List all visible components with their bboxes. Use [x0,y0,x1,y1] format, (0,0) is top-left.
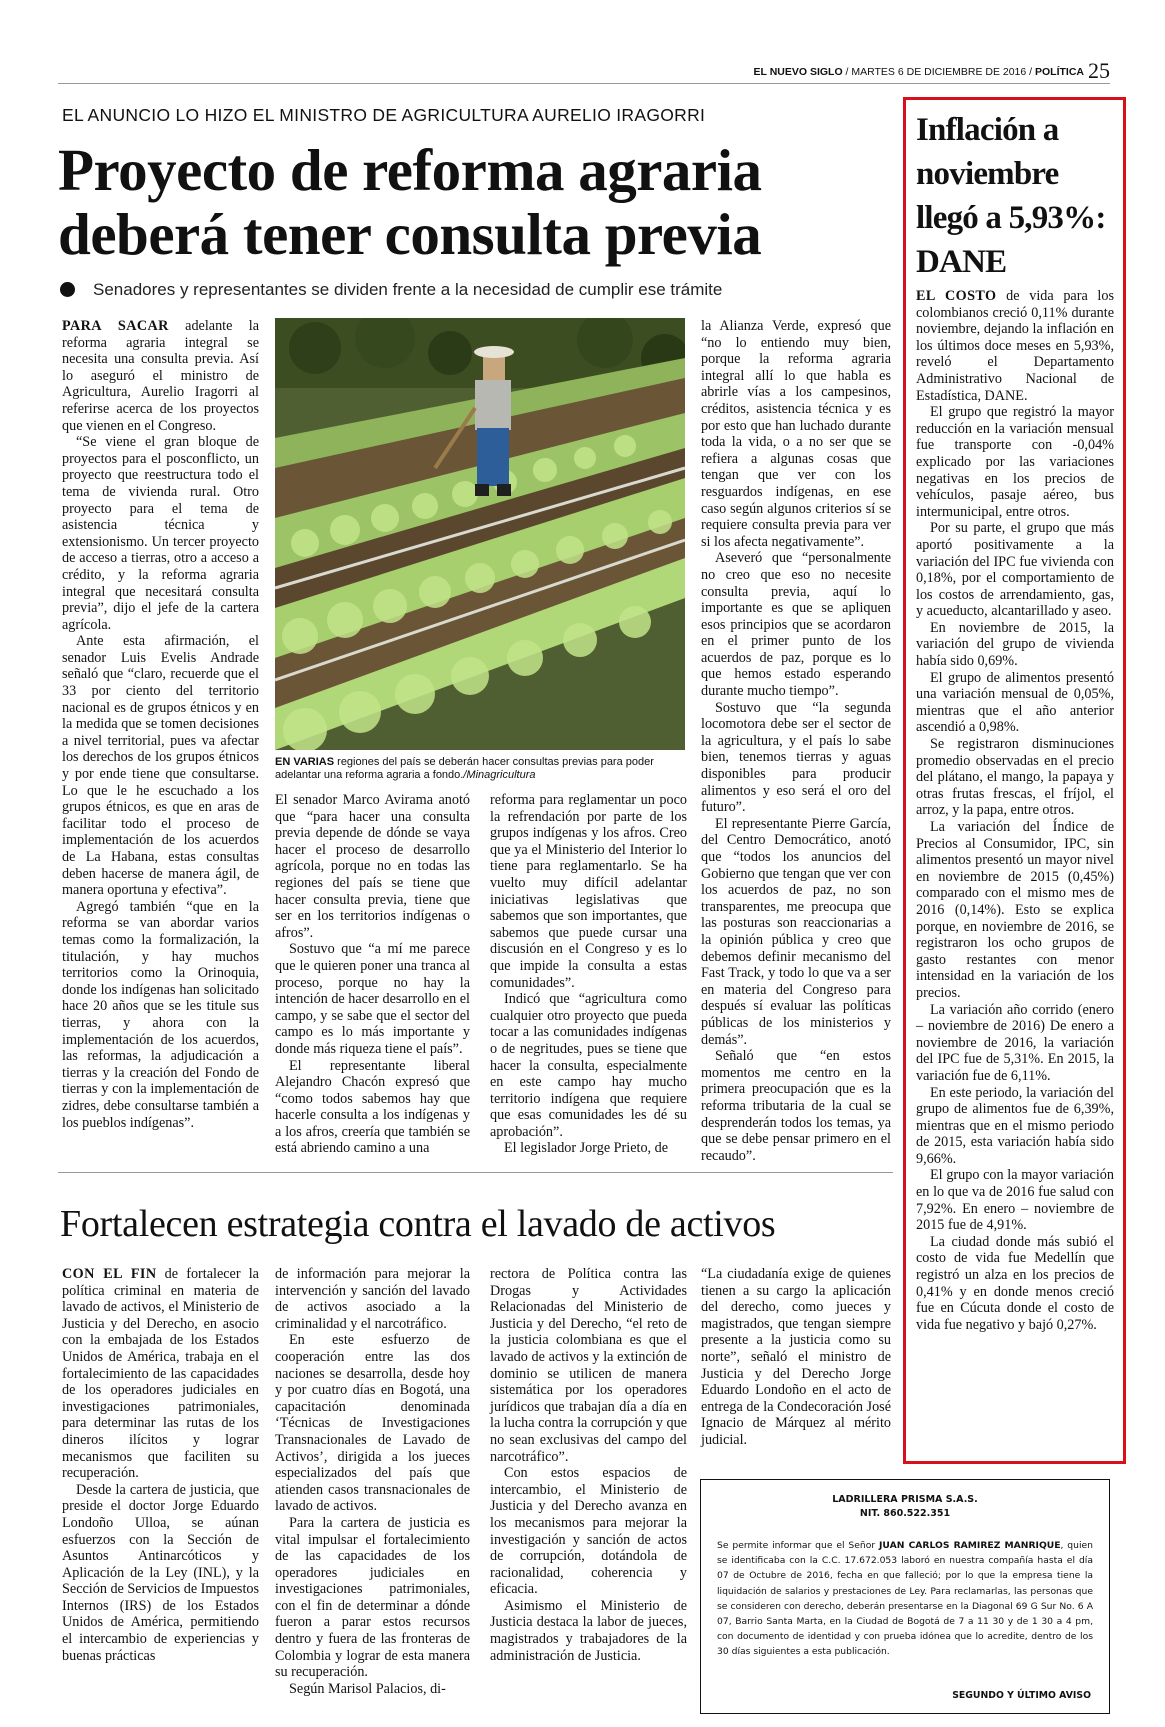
paragraph [916,1234,1114,1334]
issue-date: / MARTES 6 DE DICIEMBRE DE 2016 / [842,66,1035,78]
paragraph [916,620,1114,670]
paragraph [490,991,687,1140]
paragraph-text: Por su parte, el grupo que más aportó positivamente a la variación del IPC fue vivienda con 0,18%, por el comportamiento de los costos de arrendamiento, gas, y acueducto, alcantarillado y aseo. [916,520,1114,620]
paragraph-text: El grupo con la mayor variación en lo que va de 2016 fue salud con 7,92%. En enero – noviembre de 2015 fue de 4,91%. [916,1167,1114,1234]
paragraph [490,1140,687,1157]
paragraph-text: Se registraron disminuciones promedio observadas en el precio del plátano, el mango, la papaya y otras frutas frescas, el fríjol, el arroz, y la papa, entre otros. [916,736,1114,819]
paragraph-text: En noviembre de 2015, la variación del grupo de vivienda había sido 0,69%. [916,619,1114,670]
paragraph [275,1515,470,1681]
article2-column-3 [490,1266,687,1664]
paragraph-text: de vida para los colombianos creció 0,11% durante noviembre, dejando la inflación en los últimos doce meses en 5,93%, reveló el Departamento Administrativo Nacional de Estadística, DANE. [916,288,1114,404]
paragraph-text: Según Marisol Palacios, di- [289,1680,446,1697]
paragraph-text: la Alianza Verde, expresó que “no lo entiendo muy bien, porque la reforma agraria integral allí lo que habla es abrirle vías a los campesinos, créditos, asistencia técnica y es por esto que han luchado durante toda la vida, o a no ser que se refiera a algunas cosas que tengan que ver con los resguardos indígenas, en ese caso según algunos criterios sí se requiere consulta previa para ver si los afecta negativamente”. [701,318,891,550]
paragraph-text: Desde la cartera de justicia, que preside el doctor Jorge Eduardo Londoño Ulloa, se aúnan esfuerzos con la Sección de Asuntos Antinarcóticos y Aplicación de la Ley (INL), y la Sección de Servicios de Impuestos Internos (IRS) de los Estados Unidos de América, permitiendo el intercambio de experiencias y buenas prácticas [62,1481,260,1664]
article1-column-3 [490,792,687,1157]
notice-text-after: , quien se identificaba con la C.C. 17.672.053 laboró en nuestra compañía hasta el día 07 de Octubre de 2016, fecha en que falleció; por lo que la empresa tiene la liquidación de salarios y prestaciones de Ley. Para reclamarlas, las personas que se consideren con derecho, deberán presentarse en la Diagonal 69 G Sur No. 6 A 07, Barrio Santa Marta, en la Ciudad de Bogotá de 7 a 11 30 y de 1 30 a 4 pm, con documento de identidad y con prueba idónea que lo acredite, dentro de los 30 días siguientes a esta publicación. [717,1540,1093,1658]
photo-caption [275,756,687,782]
notice-nit: NIT. 860.522.351 [859,1508,951,1519]
paragraph [701,700,891,816]
header-rule [58,83,1110,84]
paragraph [490,792,687,991]
sidebar-body [916,288,1114,1333]
paragraph [916,819,1114,1002]
photo-credit: /Minagricultura [463,769,536,781]
paragraph [62,633,259,899]
paragraph-text: El grupo de alimentos presentó una variación mensual de 0,05%, mientras que el año anterior ascendió a 0,98%. [916,669,1114,736]
article1-column-2 [275,792,470,1157]
paragraph [62,1482,259,1665]
paragraph [490,1598,687,1664]
paragraph [916,1085,1114,1168]
paragraph [62,434,259,633]
article2-column-2 [275,1266,470,1697]
paragraph [62,318,259,434]
paragraph-text: La variación del Índice de Precios al Consumidor, IPC, sin alimentos presentó un mayor nivel en noviembre de 2015 (0,45%) comparado con el mismo mes de 2016 (0,14%). Esto se explica porque, en noviembre de 2016, se registraron los ocho grupos de gasto restantes con menor intensidad en la variación de los precios. [916,819,1114,1001]
article-photo [275,318,685,750]
paragraph-text: Para la cartera de justicia es vital impulsar el fortalecimiento de las capacidades de los operadores judiciales en investigaciones patrimoniales, con el fin de determinar a dónde fueron a parar estos recursos dentro y fuera de las fronteras de Colombia y lograr de esta manera su recuperación. [275,1514,470,1681]
notice-company: LADRILLERA PRISMA S.A.S. [832,1494,978,1505]
paragraph-text: La variación año corrido (enero – noviembre de 2016) De enero a noviembre de 2016, la variación del IPC fue de 5,31%. En 2015, la variación fue de 6,11%. [916,1001,1114,1084]
paragraph-text: La ciudad donde más subió el costo de vida fue Medellín que registró un alza en los precios de 0,41% y en donde menos creció fue en Cúcuta donde el costo de vida fue negativo y bajó 0,27%. [916,1233,1114,1333]
paragraph [916,404,1114,520]
paragraph [701,318,891,550]
paragraph [701,550,891,699]
paragraph-text: Asimismo el Ministerio de Justicia destaca la labor de jueces, magistrados y trabajadores de la administración de Justicia. [490,1597,687,1664]
paragraph [916,736,1114,819]
paragraph [275,792,470,941]
article1-column-1 [62,318,259,1131]
paragraph-text: de información para mejorar la intervención y sanción del lavado de activos asociado a la criminalidad y el narcotráfico. [275,1266,470,1332]
paragraph-text: En este esfuerzo de cooperación entre las dos naciones se desarrolla, desde hoy y por cuatro días en Bogotá, una capacitación denominada ‘Técnicas de Investigaciones Transnacionales de Lavado de Activos’, dirigida a los jueces especializados del país que atienden casos transnacionales de lavado de activos. [275,1332,470,1515]
paragraph-lead: PARA SACAR [62,318,169,334]
publication-name: EL NUEVO SIGLO [753,66,843,78]
article2-column-4 [701,1266,891,1449]
paragraph-lead: CON EL FIN [62,1266,157,1282]
paragraph [62,899,259,1131]
paragraph-text: Señaló que “en estos momentos me centro en la primera preocupación que es la reforma tributaria de la cual se desprenderán todos los temas, ya que se debe pensar primero en el recaudo”. [701,1048,891,1164]
paragraph-text: Ante esta afirmación, el senador Luis Evelis Andrade señaló que “claro, recuerde que el 33 por ciento del territorio nacional es de grupos étnicos y en la medida que se tomen decisiones a nivel territorial, pues va afectar los derechos de los grupos étnicos y por ende tiene que consultarse. Lo que le he escuchado a los grupos étnicos, es que en aras de facilitar todo el proceso de implementación de los acuerdos de La Habana, estas consultas deben hacerse de manera ágil, de manera oportuna y efectiva”. [62,633,259,899]
paragraph [916,520,1114,620]
paragraph-text: “La ciudadanía exige de quienes tienen a su cargo la aplicación del derecho, como jueces y magistrados, que tengan siempre presente a la justicia como su norte”, señaló el ministro de Justicia y del Derecho Jorge Eduardo Londoño en el acto de entrega de la Condecoración José Ignacio de Márquez al mérito judicial. [701,1266,891,1448]
paragraph-text: de fortalecer la política criminal en materia de lavado de activos, el Ministerio de Justicia y del Derecho, en asocio con la embajada de los Estados Unidos de América, trabaja en el fortalecimiento de las capacidades de los operadores judiciales en investigaciones patrimoniales, para determinar las rutas de los dineros ilícitos y lograr mecanismos que faciliten su recuperación. [62,1266,259,1482]
notice-text-before: Se permite informar que el Señor [717,1540,880,1551]
paragraph-text: El representante Pierre García, del Centro Democrático, anotó que “todos los anuncios del Gobierno que tengan que ver con los acuerdos de paz, no son transparentes, me preocupa que las posturas son reaccionarias a la opinión pública y creo que debemos definir mecanismo del Fast Track, y todo lo que va a ser en materia del Congreso para después sí evaluar las políticas públicas de los ministerios y demás”. [701,815,891,1048]
paragraph-text: reforma para reglamentar un poco la refrendación por parte de los grupos indígenas y los afros. Creo que ya el Ministerio del Interior lo tiene para reglamentarlo. Se ha vuelto muy difícil adelantar iniciativas legislativas que sabemos que son importantes, que sabemos que puede cursar una discusión en el Congreso y es lo que impide la consulta a estas comunidades”. [490,792,687,991]
article1-headline: Proyecto de reforma agraria deberá tener consulta previa [58,137,762,267]
caption-text: regiones del país se deberán hacer consultas previas para poder adelantar una reforma agraria a fondo. [275,756,654,781]
farmer-field-photo-icon [275,318,685,750]
page-number: 25 [1088,58,1110,83]
article1-kicker: EL ANUNCIO LO HIZO EL MINISTRO DE AGRICULTURA AURELIO IRAGORRI [62,105,706,125]
paragraph [701,1048,891,1164]
paragraph [275,1266,470,1332]
paragraph [275,1681,470,1698]
paragraph-text: El senador Marco Avirama anotó que “para hacer una consulta previa depende de dónde se vaya hacer el proceso de desarrollo agrícola, porque no en todas las regiones del país se tiene que hacer consulta previa, tiene que ser en los territorios indígenas o afros”. [275,792,470,941]
paragraph [275,941,470,1057]
legal-notice [700,1479,1110,1714]
paragraph [916,1002,1114,1085]
paragraph-lead: EL COSTO [916,288,997,304]
paragraph-text: Indicó que “agricultura como cualquier otro proyecto que pueda tocar a las comunidades indígenas o de negritudes, pues se tiene que hacer la consulta, especialmente en este campo hay mucho territorio indígena que requiere que esas comunidades les dé su aprobación”. [490,991,687,1140]
paragraph-text: Sostuvo que “la segunda locomotora debe ser el sector de la agricultura, y el país lo sabe bien, tenemos tierras y aguas disponibles para producir alimentos y eso será el oro del futuro”. [701,699,891,816]
article1-subhead [60,280,900,300]
paragraph-text: El representante liberal Alejandro Chacón expresó que “como todos sabemos hay que hacerle consulta a los indígenas y a los afros, creería que también se está abriendo camino a una [275,1057,470,1157]
paragraph-text: Aseveró que “personalmente no creo que eso no necesite consulta previa, aquí lo importante es que se apliquen esos principios que se acordaron en el primer punto de los acuerdos de paz, porque es lo que hemos estado esperando durante mucho tiempo”. [701,550,891,700]
bullet-dot-icon [60,282,75,297]
paragraph [490,1266,687,1465]
article1-column-4 [701,318,891,1164]
caption-lead: EN VARIAS [275,756,335,768]
paragraph-text: “Se viene el gran bloque de proyectos para el posconflicto, un proyecto que reestructura todo el tema de vivienda rural. Otro proyecto para el tema de asistencia técnica y extensionismo. Un tercer proyecto de acceso a tierras, otro a acceso a crédito, y la reforma agraria integral que necesitará consulta previa”, dijo el jefe de la cartera agrícola. [62,434,259,633]
paragraph [916,1167,1114,1233]
paragraph [490,1465,687,1598]
notice-person-name: JUAN CARLOS RAMIREZ MANRIQUE [879,1540,1061,1551]
article1-subhead-text: Senadores y representantes se dividen frente a la necesidad de cumplir ese trámite [93,280,723,299]
notice-footer: SEGUNDO Y ÚLTIMO AVISO [952,1690,1091,1701]
paragraph-text: Con estos espacios de intercambio, el Ministerio de Justicia y del Derecho avanza en los mecanismos para mejorar la investigación y sanción de actos de corrupción, dotándola de racionalidad, coherencia y eficacia. [490,1465,687,1598]
article2-headline: Fortalecen estrategia contra el lavado de activos [60,1203,776,1245]
paragraph-text: rectora de Política contra las Drogas y Actividades Relacionadas del Ministerio de Justicia y del Derecho, “el reto de la justicia colombiana es que el lavado de activos y la extinción de dominio se utilicen de manera sistemática por los operadores jurídicos que trabajan día a día en la lucha contra la corrupción y que no sean exclusivas del campo del narcotráfico”. [490,1266,687,1465]
article-separator [58,1172,893,1173]
paragraph-text: Sostuvo que “a mí me parece que le quieren poner una tranca al proceso, porque no hay la intención de hacer desarrollo en el campo, y se sabe que el sector del campo es lo más importante y donde más riqueza tiene el país”. [275,941,470,1057]
sidebar-headline: Inflación a noviembre llegó a 5,93%: DANE [916,112,1106,280]
page-header [640,58,1110,84]
paragraph-text: El legislador Jorge Prieto, de [504,1140,669,1157]
paragraph-text: Agregó también “que en la reforma se van abordar varios temas como la formalización, la titulación, y hay muchos territorios como la Orinoquia, donde los indígenas han solicitado hace 20 años que se les titule sus tierras, y ahora con la implementación de los acuerdos, las reformas, la adjudicación a tierras y la creación del Fondo de tierras y con la implementación de zidres, debe consultarse también a los pueblos indígenas”. [62,898,259,1131]
paragraph-text: El grupo que registró la mayor reducción en la variación mensual fue transporte con -0,04% explicado por las variaciones negativas en los precios de vehículos, pasaje aéreo, bus intermunicipal, entre otros. [916,404,1114,520]
paragraph-text: adelante la reforma agraria integral se necesita una consulta previa. Así lo aseguró el ministro de Agricultura, Aurelio Iragorri al referirse acerca de los proyectos que vienen en el Congreso. [62,318,259,434]
notice-text [717,1538,1093,1660]
paragraph [701,1266,891,1449]
paragraph [62,1266,259,1482]
paragraph [701,816,891,1048]
paragraph [916,670,1114,736]
section-name: POLÍTICA [1035,66,1084,78]
paragraph [916,288,1114,404]
paragraph [275,1058,470,1158]
paragraph [275,1332,470,1515]
article2-column-1 [62,1266,259,1664]
paragraph-text: En este periodo, la variación del grupo de alimentos fue de 6,39%, mientras que en el mismo periodo de 2015, esta variación había sido 9,66%. [916,1084,1114,1167]
